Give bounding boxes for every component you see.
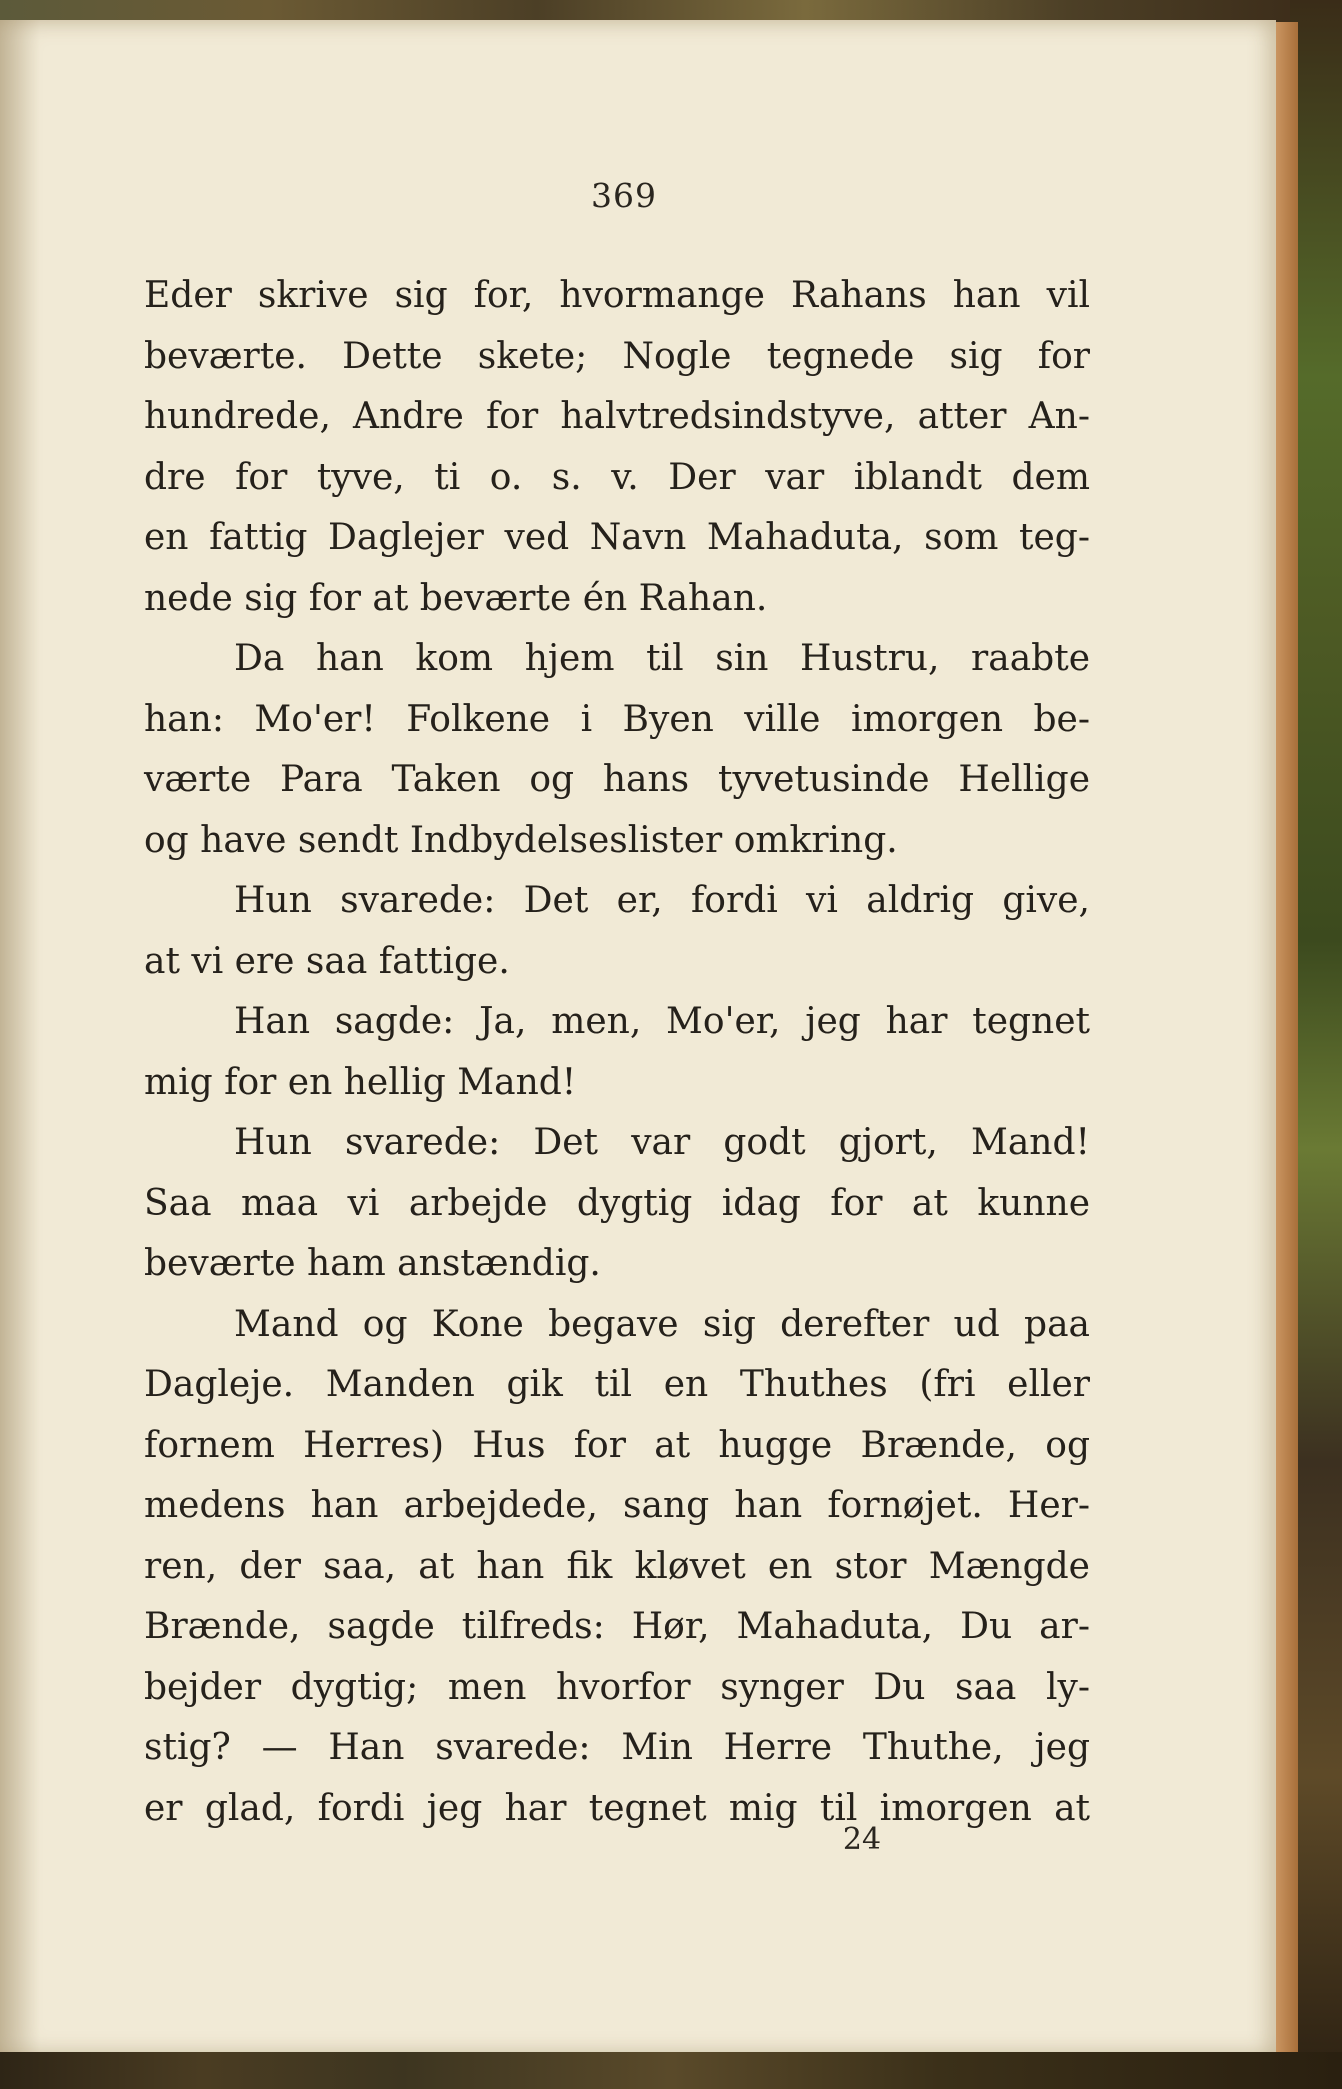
text-line: fornem Herres) Hus for at hugge Brænde, og [144,1424,1090,1466]
text-line: mig for en hellig Mand! [144,1061,577,1103]
body-text [144,266,1090,1839]
text-line: Han sagde: Ja, men, Mo'er, jeg har tegnet [234,1001,1090,1042]
text-line: beværte ham anstændig. [144,1243,601,1284]
text-line: nede sig for at beværte én Rahan. [144,577,768,619]
page-number: 369 [591,176,657,215]
signature-mark: 24 [842,1822,882,1857]
text-line: er glad, fordi jeg har tegnet mig til imorgen at [144,1787,1090,1829]
text-line: værte Para Taken og hans tyvetusinde Hellige [144,759,1090,800]
text-line: Brænde, sagde tilfreds: Hør, Mahaduta, Du ar- [144,1606,1090,1647]
text-line: Saa maa vi arbejde dygtig idag for at kunne [144,1182,1090,1224]
text-line: og have sendt Indbydelseslister omkring. [144,819,898,861]
text-line: han: Mo'er! Folkene i Byen ville imorgen be- [144,698,1090,740]
text-line: beværte. Dette skete; Nogle tegnede sig for [144,335,1090,377]
text-line: Dagleje. Manden gik til en Thuthes (fri eller [144,1364,1090,1405]
text-line: hundrede, Andre for halvtredsindstyve, atter An- [144,396,1090,437]
text-line: medens han arbejdede, sang han fornøjet. Her- [144,1485,1090,1526]
book-binding-bottom [0,2052,1342,2089]
text-line: Hun svarede: Det er, fordi vi aldrig give, [234,880,1090,921]
text-line: Eder skrive sig for, hvormange Rahans han vil [144,275,1090,316]
text-line: ren, der saa, at han fik kløvet en stor Mængde [144,1545,1090,1587]
text-line: bejder dygtig; men hvorfor synger Du saa ly- [144,1666,1090,1708]
text-line: stig? — Han svarede: Min Herre Thuthe, jeg [144,1727,1090,1768]
text-line: Hun svarede: Det var godt gjort, Mand! [234,1122,1090,1163]
text-line: at vi ere saa fattige. [144,940,510,982]
gutter-shadow [0,20,40,2056]
text-line: dre for tyve, ti o. s. v. Der var iblandt dem [144,456,1090,498]
text-line: en fattig Daglejer ved Navn Mahaduta, som teg- [144,517,1090,558]
text-line: Mand og Kone begave sig derefter ud paa [234,1303,1090,1345]
text-line: Da han kom hjem til sin Hustru, raabte [234,638,1090,679]
